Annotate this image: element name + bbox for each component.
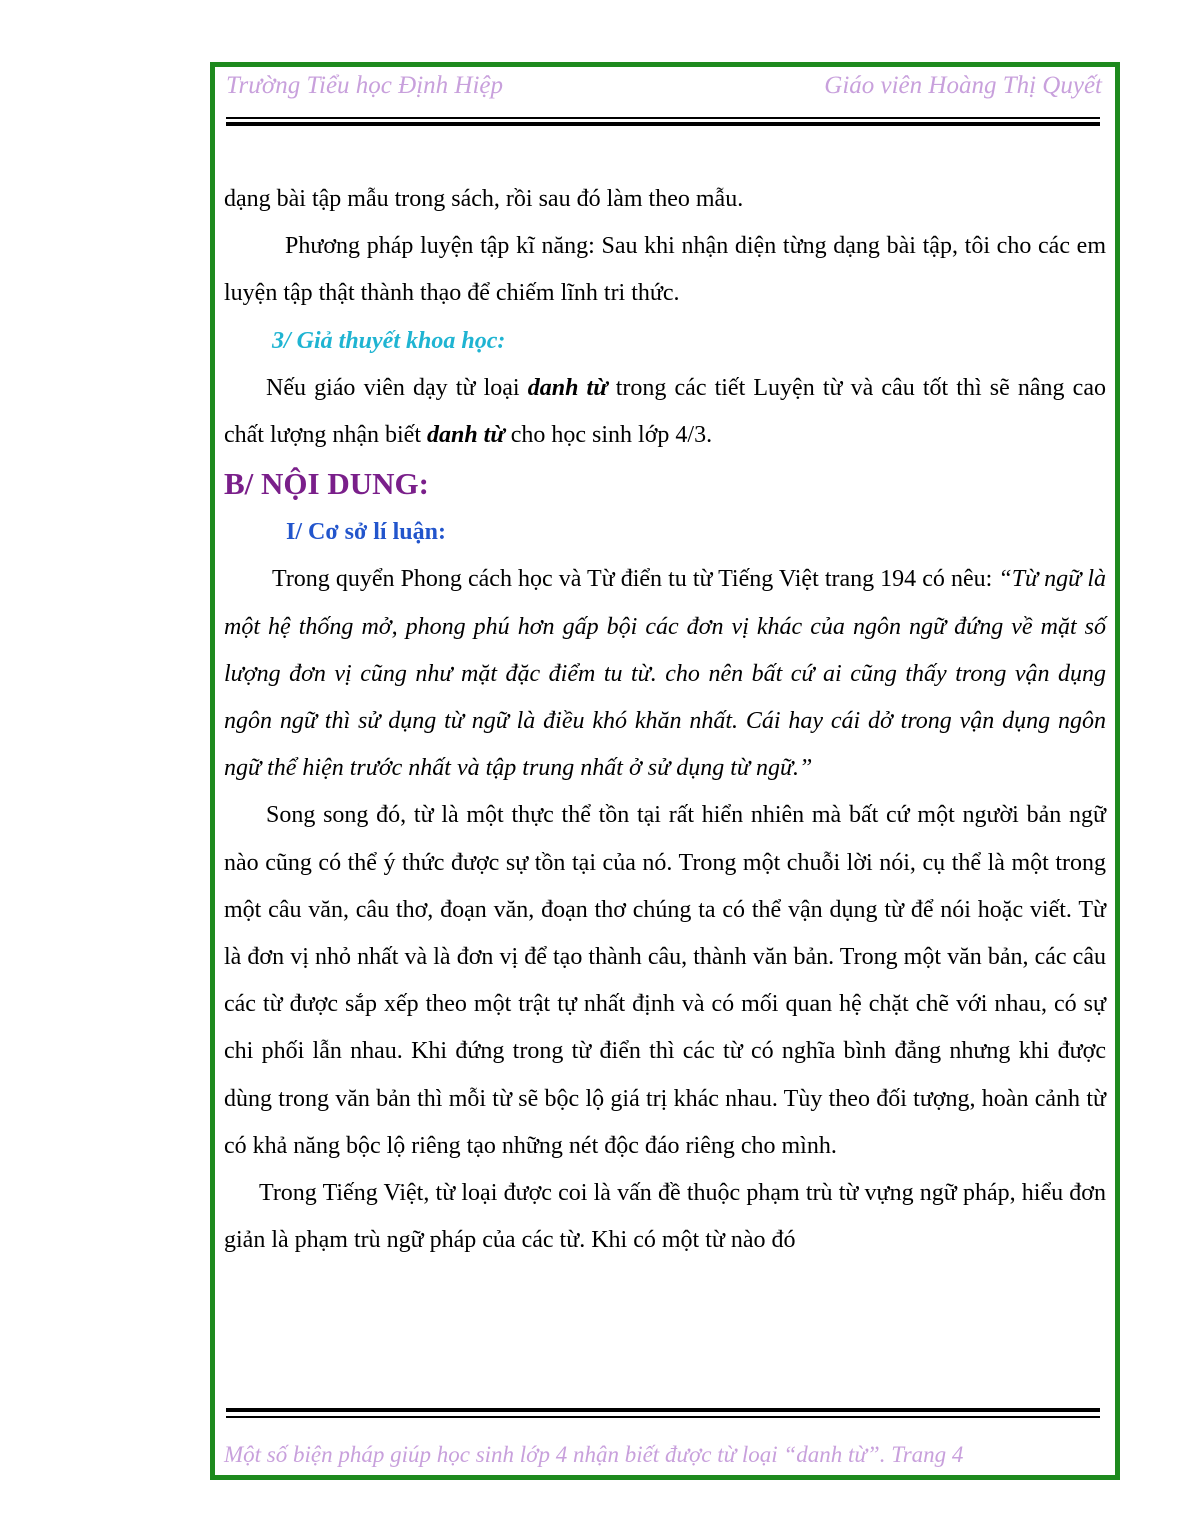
emphasis-term: danh từ xyxy=(426,422,505,449)
page-footer: Một số biện pháp giúp học sinh lớp 4 nhận biết được từ loại “danh từ”. Trang 4 xyxy=(224,1442,964,1467)
section-heading: 3/ Giả thuyết khoa học: xyxy=(272,327,506,354)
chapter-heading: B/ NỘI DUNG: xyxy=(224,466,429,502)
paragraph: dạng bài tập mẫu trong sách, rồi sau đó làm theo mẫu. xyxy=(224,186,744,212)
header-rule-thick xyxy=(226,122,1100,126)
paragraph xyxy=(224,556,1106,792)
emphasis-term: danh từ xyxy=(527,374,608,401)
subsection-heading: I/ Cơ sở lí luận: xyxy=(286,519,446,546)
text-run: cho học sinh lớp 4/3. xyxy=(504,422,713,449)
paragraph: Trong Tiếng Việt, từ loại được coi là vấn đề thuộc phạm trù từ vựng ngữ pháp, hiểu đơn giản là phạm trù ngữ pháp của các từ. Khi có một từ nào đó xyxy=(224,1180,1106,1254)
header-school: Trường Tiểu học Định Hiệp xyxy=(226,72,503,99)
paragraph: Song song đó, từ là một thực thể tồn tại rất hiển nhiên mà bất cứ một người bản ngữ nào cũng có thể ý thức được sự tồn tại của nó. Trong một chuỗi lời nói, cụ thể là một trong một câu văn, câu thơ, đoạn văn, đoạn thơ chúng ta có thể vận dụng từ để nói hoặc viết. Từ là đơn vị nhỏ nhất và là đơn vị để tạo thành câu, thành văn bản. Trong một văn bản, các câu các từ được sắp xếp theo một trật tự nhất định và có mối quan hệ chặt chẽ với nhau, có sự chi phối lẫn nhau. Khi đứng trong từ điển thì các từ có nghĩa bình đẳng nhưng khi được dùng trong văn bản thì mỗi từ sẽ bộc lộ giá trị khác nhau. Tùy theo đối tượng, hoàn cảnh từ có khả năng bộc lộ riêng tạo những nét độc đáo riêng cho mình. xyxy=(224,802,1106,1159)
text-run: Nếu giáo viên dạy từ loại xyxy=(266,374,528,401)
quotation: “Từ ngữ là một hệ thống mở, phong phú hơn gấp bội các đơn vị khác của ngôn ngữ đứng về mặt số lượng đơn vị cũng như mặt đặc điểm tu từ. cho nên bất cứ ai cũng thấy trong vận dụng ngôn ngữ thì sử dụng từ ngữ là điều khó khăn nhất. Cái hay cái dở trong vận dụng ngôn ngữ thể hiện trước nhất và tập trung nhất ở sử dụng từ ngữ.” xyxy=(224,566,1107,782)
header-rule-thin xyxy=(226,117,1100,119)
page-header xyxy=(226,72,1102,106)
text-run: Trong quyển Phong cách học và Từ điển tu từ Tiếng Việt trang 194 có nêu: xyxy=(272,566,999,593)
footer-rule-thick xyxy=(226,1408,1100,1412)
header-teacher: Giáo viên Hoàng Thị Quyết xyxy=(824,72,1102,99)
text-run: trong các tiết Luyện từ và câu tốt thì sẽ nâng cao chất lượng nhận biết xyxy=(224,374,1106,449)
footer-rule-thin xyxy=(226,1416,1100,1418)
document-body xyxy=(224,176,1106,1264)
paragraph: Phương pháp luyện tập kĩ năng: Sau khi nhận diện từng dạng bài tập, tôi cho các em luyện tập thật thành thạo để chiếm lĩnh tri thức. xyxy=(224,233,1106,307)
paragraph xyxy=(224,365,1106,459)
